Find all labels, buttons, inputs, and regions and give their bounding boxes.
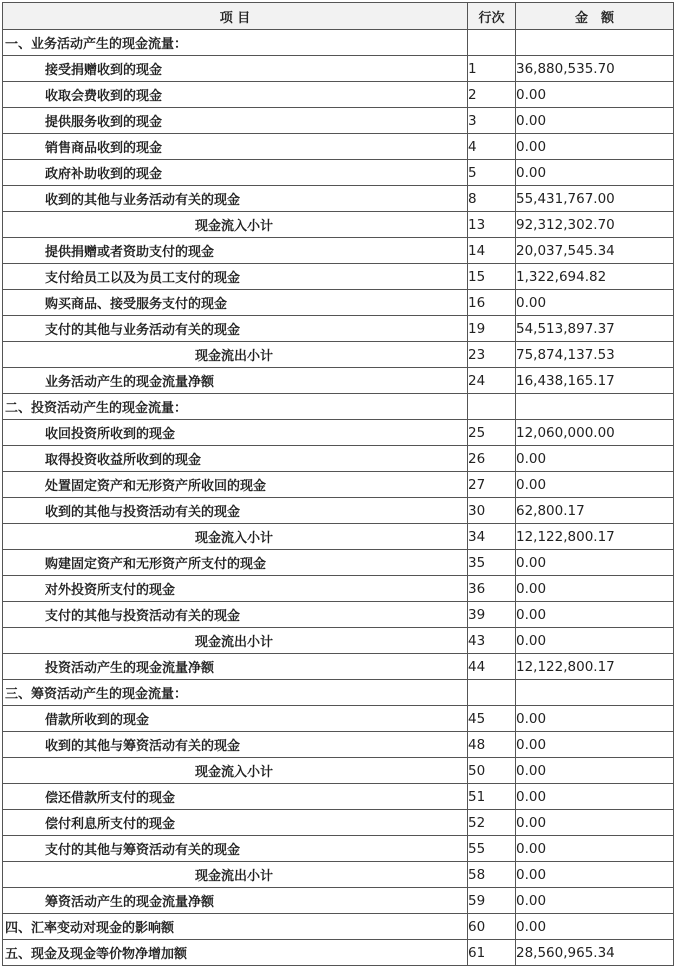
amount: 0.00 bbox=[516, 758, 674, 784]
table-row bbox=[3, 108, 674, 134]
section-heading: 一、业务活动产生的现金流量： bbox=[3, 30, 468, 56]
table-row bbox=[3, 654, 674, 680]
table-row bbox=[3, 420, 674, 446]
table-row bbox=[3, 732, 674, 758]
table-row bbox=[3, 706, 674, 732]
table-row bbox=[3, 576, 674, 602]
table-row bbox=[3, 290, 674, 316]
table-row bbox=[3, 550, 674, 576]
amount: 16,438,165.17 bbox=[516, 368, 674, 394]
item-label: 收到的其他与筹资活动有关的现金 bbox=[3, 732, 468, 758]
line-number: 2 bbox=[468, 82, 516, 108]
line-number bbox=[468, 394, 516, 420]
amount: 0.00 bbox=[516, 732, 674, 758]
amount: 54,513,897.37 bbox=[516, 316, 674, 342]
item-label: 购买商品、接受服务支付的现金 bbox=[3, 290, 468, 316]
item-label: 政府补助收到的现金 bbox=[3, 160, 468, 186]
header-item: 项 目 bbox=[3, 3, 468, 30]
line-number: 23 bbox=[468, 342, 516, 368]
line-number: 13 bbox=[468, 212, 516, 238]
line-number: 48 bbox=[468, 732, 516, 758]
line-number: 16 bbox=[468, 290, 516, 316]
line-number: 1 bbox=[468, 56, 516, 82]
table-row bbox=[3, 342, 674, 368]
amount: 0.00 bbox=[516, 446, 674, 472]
item-label: 提供服务收到的现金 bbox=[3, 108, 468, 134]
line-number: 39 bbox=[468, 602, 516, 628]
amount: 12,122,800.17 bbox=[516, 524, 674, 550]
item-label: 收回投资所收到的现金 bbox=[3, 420, 468, 446]
line-number bbox=[468, 30, 516, 56]
item-label: 收到的其他与业务活动有关的现金 bbox=[3, 186, 468, 212]
item-label: 支付的其他与业务活动有关的现金 bbox=[3, 316, 468, 342]
line-number bbox=[468, 680, 516, 706]
item-label: 偿还借款所支付的现金 bbox=[3, 784, 468, 810]
item-label: 支付的其他与筹资活动有关的现金 bbox=[3, 836, 468, 862]
table-row bbox=[3, 888, 674, 914]
amount: 0.00 bbox=[516, 134, 674, 160]
amount: 0.00 bbox=[516, 784, 674, 810]
line-number: 61 bbox=[468, 940, 516, 966]
subtotal-label: 现金流入小计 bbox=[3, 524, 468, 550]
subtotal-label: 现金流出小计 bbox=[3, 628, 468, 654]
amount: 0.00 bbox=[516, 888, 674, 914]
table-row bbox=[3, 264, 674, 290]
line-number: 27 bbox=[468, 472, 516, 498]
line-number: 60 bbox=[468, 914, 516, 940]
table-row bbox=[3, 524, 674, 550]
amount: 20,037,545.34 bbox=[516, 238, 674, 264]
line-number: 30 bbox=[468, 498, 516, 524]
line-number: 8 bbox=[468, 186, 516, 212]
table-row bbox=[3, 186, 674, 212]
section-heading: 二、投资活动产生的现金流量： bbox=[3, 394, 468, 420]
line-number: 19 bbox=[468, 316, 516, 342]
amount: 75,874,137.53 bbox=[516, 342, 674, 368]
amount: 0.00 bbox=[516, 862, 674, 888]
line-number: 15 bbox=[468, 264, 516, 290]
table-row bbox=[3, 368, 674, 394]
amount: 0.00 bbox=[516, 602, 674, 628]
table-row bbox=[3, 602, 674, 628]
line-number: 3 bbox=[468, 108, 516, 134]
table-row bbox=[3, 940, 674, 966]
line-number: 35 bbox=[468, 550, 516, 576]
subtotal-label: 现金流出小计 bbox=[3, 342, 468, 368]
header-row bbox=[3, 3, 674, 30]
amount: 36,880,535.70 bbox=[516, 56, 674, 82]
line-number: 50 bbox=[468, 758, 516, 784]
table-row bbox=[3, 30, 674, 56]
table-row bbox=[3, 836, 674, 862]
item-label: 提供捐赠或者资助支付的现金 bbox=[3, 238, 468, 264]
line-number: 59 bbox=[468, 888, 516, 914]
table-row bbox=[3, 160, 674, 186]
item-label: 接受捐赠收到的现金 bbox=[3, 56, 468, 82]
item-label: 取得投资收益所收到的现金 bbox=[3, 446, 468, 472]
amount: 0.00 bbox=[516, 836, 674, 862]
table-row bbox=[3, 472, 674, 498]
line-number: 45 bbox=[468, 706, 516, 732]
subtotal-label: 现金流入小计 bbox=[3, 212, 468, 238]
line-number: 55 bbox=[468, 836, 516, 862]
item-label: 收取会费收到的现金 bbox=[3, 82, 468, 108]
table-row bbox=[3, 784, 674, 810]
amount: 0.00 bbox=[516, 290, 674, 316]
subtotal-label: 现金流出小计 bbox=[3, 862, 468, 888]
item-label: 支付给员工以及为员工支付的现金 bbox=[3, 264, 468, 290]
item-label: 收到的其他与投资活动有关的现金 bbox=[3, 498, 468, 524]
table-row bbox=[3, 758, 674, 784]
table-row bbox=[3, 498, 674, 524]
line-number: 58 bbox=[468, 862, 516, 888]
item-label: 处置固定资产和无形资产所收回的现金 bbox=[3, 472, 468, 498]
item-label: 借款所收到的现金 bbox=[3, 706, 468, 732]
net-amount-label: 业务活动产生的现金流量净额 bbox=[3, 368, 468, 394]
table-row bbox=[3, 628, 674, 654]
table-row bbox=[3, 316, 674, 342]
table-row bbox=[3, 212, 674, 238]
amount: 92,312,302.70 bbox=[516, 212, 674, 238]
amount: 0.00 bbox=[516, 550, 674, 576]
amount bbox=[516, 394, 674, 420]
amount: 0.00 bbox=[516, 108, 674, 134]
amount bbox=[516, 680, 674, 706]
item-label: 支付的其他与投资活动有关的现金 bbox=[3, 602, 468, 628]
item-label: 对外投资所支付的现金 bbox=[3, 576, 468, 602]
table-row bbox=[3, 56, 674, 82]
net-amount-label: 投资活动产生的现金流量净额 bbox=[3, 654, 468, 680]
table-row bbox=[3, 810, 674, 836]
line-number: 26 bbox=[468, 446, 516, 472]
line-number: 4 bbox=[468, 134, 516, 160]
amount bbox=[516, 30, 674, 56]
table-row bbox=[3, 238, 674, 264]
amount: 28,560,965.34 bbox=[516, 940, 674, 966]
amount: 0.00 bbox=[516, 706, 674, 732]
amount: 0.00 bbox=[516, 160, 674, 186]
line-number: 44 bbox=[468, 654, 516, 680]
line-number: 52 bbox=[468, 810, 516, 836]
section-heading: 五、现金及现金等价物净增加额 bbox=[3, 940, 468, 966]
table-row bbox=[3, 680, 674, 706]
line-number: 5 bbox=[468, 160, 516, 186]
amount: 0.00 bbox=[516, 914, 674, 940]
table-row bbox=[3, 134, 674, 160]
table-row bbox=[3, 82, 674, 108]
section-heading: 四、汇率变动对现金的影响额 bbox=[3, 914, 468, 940]
section-heading: 三、筹资活动产生的现金流量： bbox=[3, 680, 468, 706]
amount: 1,322,694.82 bbox=[516, 264, 674, 290]
line-number: 14 bbox=[468, 238, 516, 264]
amount: 12,122,800.17 bbox=[516, 654, 674, 680]
line-number: 34 bbox=[468, 524, 516, 550]
amount: 0.00 bbox=[516, 628, 674, 654]
line-number: 25 bbox=[468, 420, 516, 446]
amount: 0.00 bbox=[516, 472, 674, 498]
amount: 0.00 bbox=[516, 576, 674, 602]
line-number: 36 bbox=[468, 576, 516, 602]
amount: 55,431,767.00 bbox=[516, 186, 674, 212]
net-amount-label: 筹资活动产生的现金流量净额 bbox=[3, 888, 468, 914]
item-label: 销售商品收到的现金 bbox=[3, 134, 468, 160]
item-label: 购建固定资产和无形资产所支付的现金 bbox=[3, 550, 468, 576]
header-line: 行次 bbox=[468, 3, 516, 30]
line-number: 51 bbox=[468, 784, 516, 810]
amount: 12,060,000.00 bbox=[516, 420, 674, 446]
amount: 0.00 bbox=[516, 810, 674, 836]
table-row bbox=[3, 862, 674, 888]
line-number: 24 bbox=[468, 368, 516, 394]
table-row bbox=[3, 446, 674, 472]
amount: 62,800.17 bbox=[516, 498, 674, 524]
cash-flow-table bbox=[2, 2, 674, 966]
amount: 0.00 bbox=[516, 82, 674, 108]
table-row bbox=[3, 914, 674, 940]
item-label: 偿付利息所支付的现金 bbox=[3, 810, 468, 836]
table-row bbox=[3, 394, 674, 420]
line-number: 43 bbox=[468, 628, 516, 654]
header-amount: 金 额 bbox=[516, 3, 674, 30]
subtotal-label: 现金流入小计 bbox=[3, 758, 468, 784]
